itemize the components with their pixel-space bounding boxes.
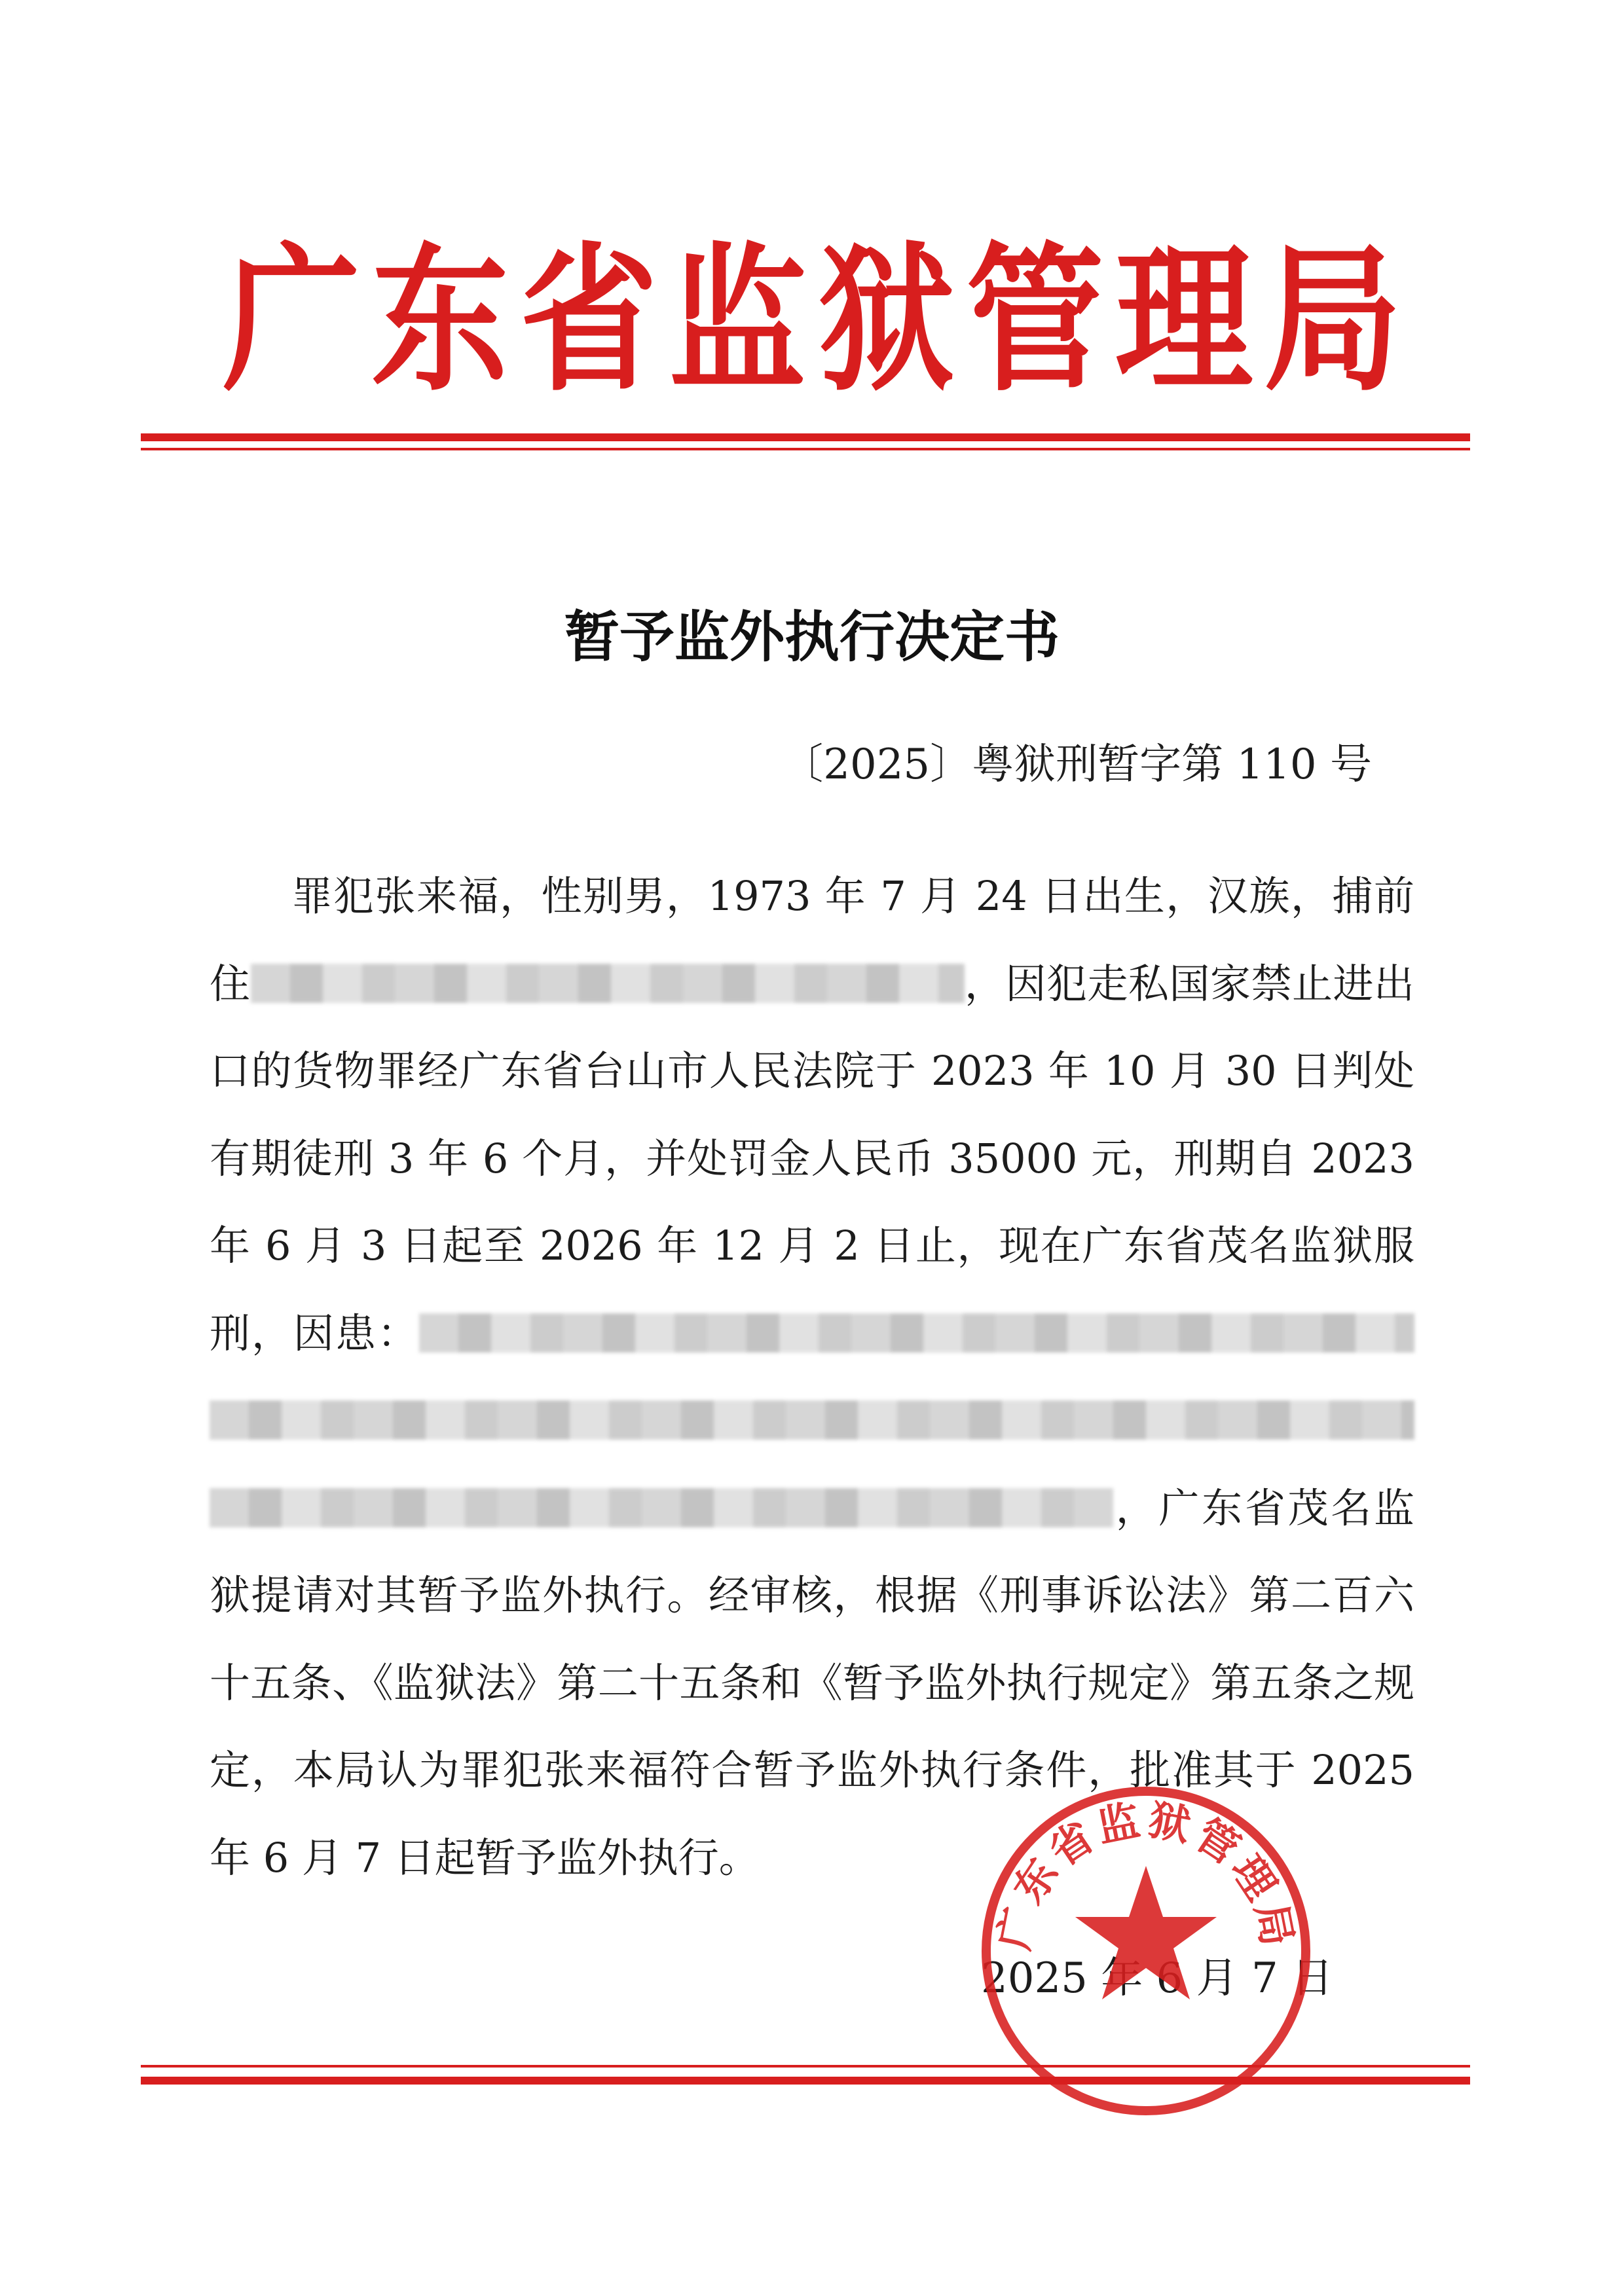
letterhead-title (223, 223, 1401, 419)
header-rule-thin (141, 448, 1470, 450)
letterhead-char: 理 (1115, 228, 1253, 413)
letterhead-char: 东 (371, 228, 509, 413)
redacted-address (251, 964, 965, 1003)
body-paragraph (210, 852, 1414, 1901)
seal-text: 广东省监狱管理局 (989, 1795, 1302, 1954)
document-title: 暂予监外执行决定书 (564, 605, 1060, 669)
redacted-diagnosis-line-2 (210, 1400, 1414, 1440)
letterhead-char: 监 (669, 228, 807, 413)
letterhead-char: 局 (1263, 228, 1401, 413)
official-seal (976, 1781, 1316, 2121)
redacted-diagnosis-line-1 (419, 1313, 1414, 1353)
seal-star-icon (1075, 1866, 1217, 1999)
header-rule-thick (141, 433, 1470, 441)
letterhead-char: 省 (520, 228, 658, 413)
document-number: 〔2025〕粤狱刑暂字第 110 号 (781, 740, 1372, 789)
letterhead-char: 广 (223, 228, 361, 413)
redacted-diagnosis-line-3 (210, 1488, 1113, 1527)
body-text-part-3: ，广东省茂名监狱提请对其暂予监外执行。经审核，根据《刑事诉讼法》第二百六十五条、《监狱法》第二十五条和《暂予监外执行规定》第五条之规定，本局认为罪犯张来福符合暂予监外执行条件，批准其于 2025 年 6 月 7 日起暂予监外执行。 (210, 1484, 1414, 1882)
signature-date: 2025 年 6 月 7 日 (981, 1954, 1334, 2003)
letterhead-char: 管 (966, 228, 1104, 413)
body-text-part-1: 罪犯张来福，性别男，1973 年 7 月 24 日出生，汉族，捕前住 (210, 872, 1414, 1008)
letterhead-char: 狱 (817, 228, 955, 413)
body-text-part-2: ，因犯走私国家禁止进出口的货物罪经广东省台山市人民法院于 2023 年 10 月 30 日判处有期徒刑 3 年 6 个月，并处罚金人民币 35000 元，刑期自 2023 年 6 月 3 日起至 2026 年 12 月 2 日止，现在广东省茂名监狱服刑，因患： (210, 959, 1414, 1357)
